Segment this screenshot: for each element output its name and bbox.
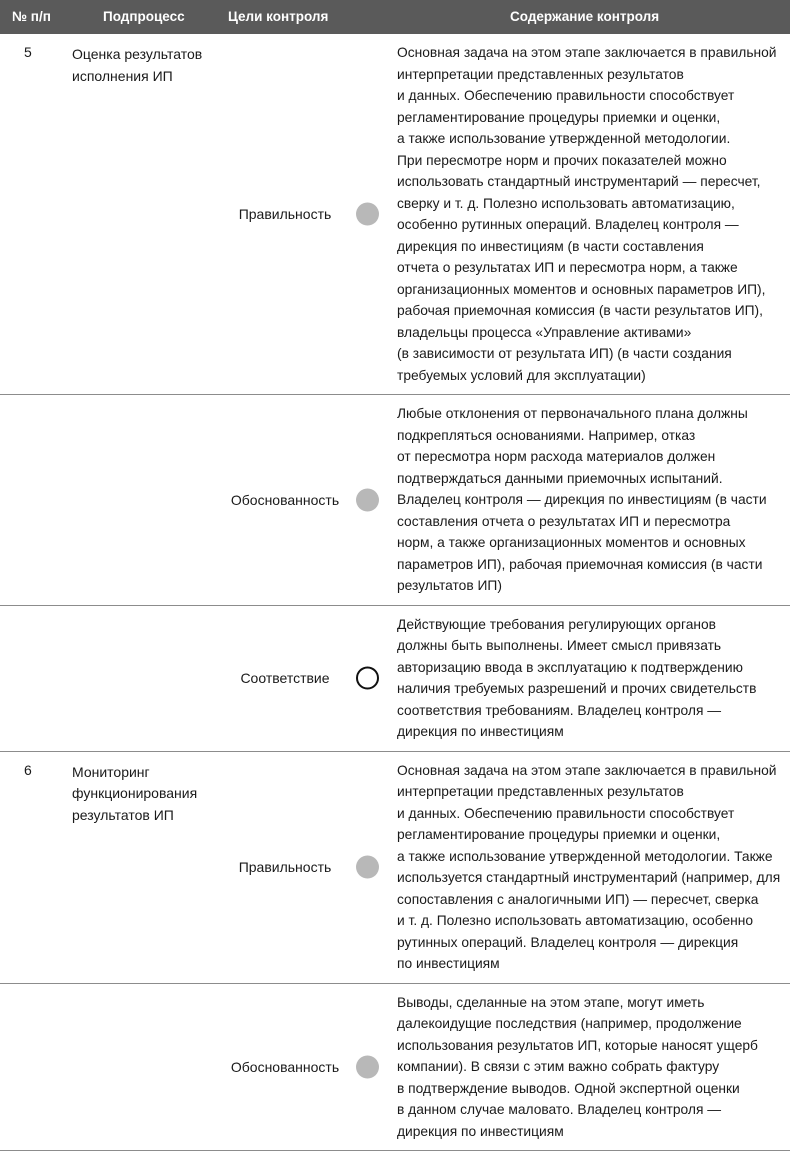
- content-line: Любые отклонения от первоначального плана должны: [397, 406, 748, 421]
- filled-circle-icon: [356, 203, 379, 226]
- control-content: [397, 614, 789, 743]
- content-line: от пересмотра норм расхода материалов должен: [397, 449, 716, 464]
- control-goal: Правильность: [238, 859, 332, 875]
- content-line: параметров ИП), рабочая приемочная комиссия (в части: [397, 556, 763, 572]
- content-line: в данном случае маловато. Владелец контроля —: [397, 1102, 722, 1117]
- content-line: авторизацию ввода в эксплуатацию к подтверждению: [397, 659, 743, 675]
- content-line: используется стандартный инструментарий (например, для: [397, 870, 781, 885]
- content-line: Основная задача на этом этапе заключается в правильной: [397, 45, 777, 60]
- table-row: [0, 606, 790, 752]
- subprocess-line: Мониторинг: [72, 763, 150, 780]
- content-line: компании). В связи с этим важно собрать фактуру: [397, 1059, 720, 1074]
- content-line: наличия требуемых разрешений и прочих свидетельств: [397, 681, 757, 696]
- content-line: дирекция по инвестициям: [397, 724, 564, 739]
- header-control-goals: Цели контроля: [228, 9, 329, 24]
- content-line: рутинных операций. Владелец контроля — дирекция: [397, 934, 739, 950]
- subprocess-line: результатов ИП: [72, 806, 174, 823]
- content-line: соответствия требованиям. Владелец контроля —: [397, 702, 722, 718]
- table-row: [0, 984, 790, 1152]
- row-number: 6: [24, 761, 32, 778]
- content-line: (в зависимости от результата ИП) (в части создания: [397, 346, 732, 361]
- subprocess-name: [72, 762, 232, 827]
- control-goal: Правильность: [238, 206, 332, 222]
- filled-circle-icon: [356, 856, 379, 879]
- content-line: должны быть выполнены. Имеет смысл привязать: [397, 638, 722, 653]
- table-row: [0, 34, 790, 395]
- subprocess-line: функционирования: [72, 785, 198, 801]
- content-line: Владелец контроля — дирекция по инвестициям (в части: [397, 492, 767, 507]
- empty-circle-icon: [356, 667, 379, 690]
- content-line: интерпретации представленных результатов: [397, 784, 684, 799]
- content-line: отчета о результатах ИП и пересмотра норм, а также: [397, 260, 738, 275]
- table-row: [0, 752, 790, 984]
- content-line: регламентирование процедуры приемки и оценки,: [397, 109, 721, 125]
- content-line: сверку и т. д. Полезно использовать автоматизацию,: [397, 195, 735, 211]
- content-line: и данных. Обеспечению правильности способствует: [397, 88, 735, 103]
- control-goal: Обоснованность: [230, 1058, 340, 1075]
- control-content: [397, 760, 789, 975]
- control-content: [397, 992, 789, 1143]
- content-line: Выводы, сделанные на этом этапе, могут иметь: [397, 994, 705, 1010]
- content-line: подтверждаться данными приемочных испытаний.: [397, 470, 723, 486]
- content-line: по инвестициям: [397, 956, 500, 971]
- content-line: а также использование утвержденной методологии. Также: [397, 848, 773, 864]
- content-line: использовать стандартный инструментарий — пересчет,: [397, 174, 761, 189]
- filled-circle-icon: [356, 488, 379, 511]
- subprocess-name: [72, 44, 232, 87]
- content-line: интерпретации представленных результатов: [397, 66, 684, 82]
- content-line: использования результатов ИП, которые наносят ущерб: [397, 1037, 758, 1053]
- content-line: Действующие требования регулирующих органов: [397, 616, 716, 632]
- table-row: [0, 395, 790, 606]
- subprocess-line: исполнения ИП: [72, 67, 173, 84]
- content-line: требуемых условий для эксплуатации): [397, 367, 646, 383]
- subprocess-line: Оценка результатов: [72, 46, 203, 62]
- content-line: далекоидущие последствия (например, продолжение: [397, 1016, 742, 1031]
- content-line: Основная задача на этом этапе заключается в правильной: [397, 762, 777, 778]
- content-line: дирекция по инвестициям (в части составления: [397, 238, 704, 254]
- content-line: результатов ИП): [397, 578, 502, 593]
- row-number: 5: [24, 44, 32, 60]
- content-line: подкрепляться основаниями. Например, отказ: [397, 427, 696, 443]
- control-goal: Обоснованность: [230, 491, 340, 508]
- header-control-content: Содержание контроля: [510, 9, 660, 24]
- header-number: № п/п: [12, 9, 51, 24]
- control-content: [397, 403, 789, 597]
- filled-circle-icon: [356, 1055, 379, 1078]
- content-line: владельцы процесса «Управление активами»: [397, 324, 692, 340]
- content-line: сопоставления с аналогичными ИП) — пересчет, сверка: [397, 891, 759, 907]
- content-line: а также использование утвержденной методологии.: [397, 131, 731, 146]
- header-subprocess: Подпроцесс: [103, 9, 185, 24]
- content-line: составления отчета о результатах ИП и пересмотра: [397, 513, 731, 529]
- content-line: При пересмотре норм и прочих показателей можно: [397, 152, 727, 168]
- content-line: дирекция по инвестициям: [397, 1123, 564, 1139]
- content-line: норм, а также организационных моментов и основных: [397, 535, 746, 550]
- content-line: организационных моментов и основных параметров ИП),: [397, 281, 766, 297]
- content-line: особенно рутинных операций. Владелец контроля —: [397, 217, 739, 232]
- content-line: рабочая приемочная комиссия (в части результатов ИП),: [397, 303, 763, 318]
- content-line: и т. д. Полезно использовать автоматизацию, особенно: [397, 913, 754, 928]
- content-line: и данных. Обеспечению правильности способствует: [397, 805, 735, 821]
- control-content: [397, 42, 789, 386]
- table-header: [0, 0, 790, 34]
- content-line: регламентирование процедуры приемки и оценки,: [397, 827, 721, 842]
- control-goal: Соответствие: [240, 670, 330, 686]
- content-line: в подтверждение выводов. Одной экспертной оценки: [397, 1080, 740, 1096]
